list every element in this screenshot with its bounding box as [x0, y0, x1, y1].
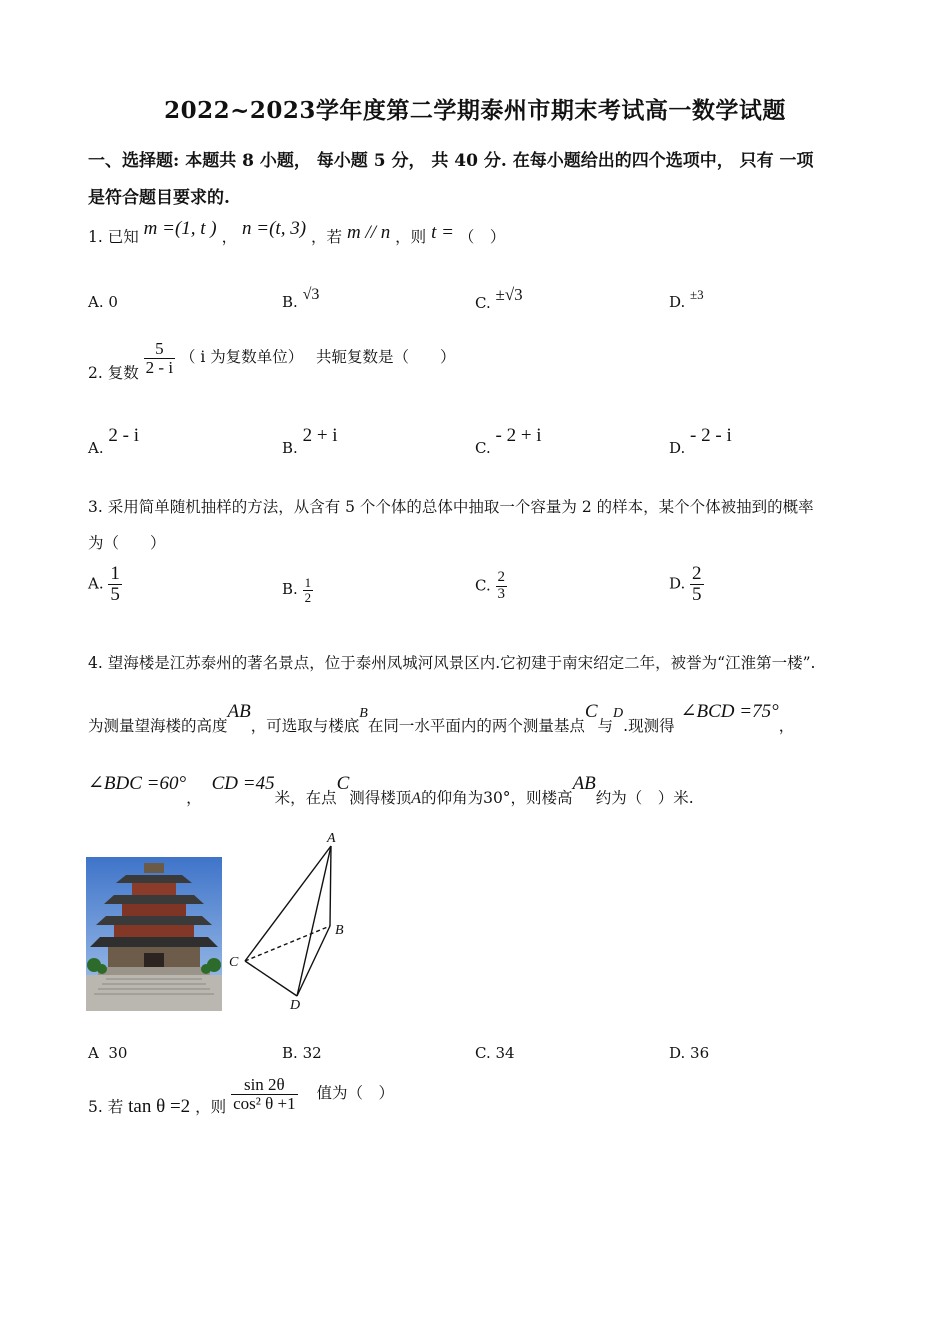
- q1-comma: ，: [221, 228, 238, 246]
- page-title: 2022~2023学年度第二学期泰州市期末考试高一数学试题: [164, 97, 786, 124]
- q5-suffix: 值为（ ）: [316, 1084, 395, 1103]
- q1-prefix: 1. 已知: [88, 228, 139, 246]
- q1-option-b: B. √3: [282, 286, 320, 311]
- q5-fraction: [231, 1076, 298, 1113]
- q5-then: ，则: [195, 1098, 227, 1117]
- question-4-line2: 为测量望海楼的高度AB，可选取与楼底B在同一水平面内的两个测量基点C与D.现测得∠BCD =75°，: [88, 701, 795, 735]
- q1-option-a: A. 0: [88, 293, 118, 311]
- q5-fraction-denominator: cos² θ +1: [233, 1093, 296, 1113]
- q5-condition: tan θ =2: [128, 1096, 191, 1118]
- q2-fraction-denominator: 2 - i: [145, 357, 174, 377]
- question-5: [88, 1075, 395, 1118]
- q1-option-c: C. ±√3: [475, 285, 523, 312]
- q1-then: ，则: [395, 228, 427, 246]
- q2-option-a: A. 2 - i: [88, 425, 139, 457]
- question-4-line1: 4. 望海楼是江苏泰州的著名景点，位于泰州凤城河风景区内.它初建于南宋绍定二年，被誉为“江淮第一楼”.: [88, 654, 816, 672]
- q2-option-b: B. 2 + i: [282, 425, 338, 457]
- q5-fraction-numerator: sin 2θ: [243, 1075, 285, 1094]
- q4-option-d: D. 36: [669, 1044, 710, 1062]
- question-4-line3: ∠BDC =60°，CD =45米，在点C测得楼顶A的仰角为30°，则楼高AB约为（ ）米.: [88, 773, 694, 807]
- q5-prefix: 5. 若: [88, 1098, 124, 1117]
- q3-option-c: C. $\frac{2}{3}$: [475, 569, 505, 602]
- q2-fraction-numerator: 5: [155, 339, 164, 358]
- q1-option-d: D. ±3: [669, 287, 704, 311]
- q4-option-c: C. 34: [475, 1044, 515, 1062]
- q1-vector-n: n =(t, 3): [242, 218, 307, 239]
- diagram-label-d: D: [290, 998, 301, 1013]
- q2-prefix: 2. 复数: [88, 364, 139, 383]
- q1-answer-paren: （ ）: [458, 228, 506, 246]
- question-3-line2: 为（ ）: [88, 534, 166, 552]
- section-heading-line1: 一、选择题: 本题共 8 小题， 每小题 5 分， 共 40 分. 在每小题给出的四个选项中， 只有 一项: [88, 151, 814, 171]
- q2-text: （ i 为复数单位） 共轭复数是（ ）: [179, 348, 456, 367]
- q1-t-equals: t =: [431, 222, 454, 243]
- question-2: [88, 339, 456, 383]
- q2-option-c: C. - 2 + i: [475, 425, 542, 457]
- q3-option-b: B. $\frac{1}{2}$: [282, 575, 312, 605]
- diagram-label-b: B: [335, 923, 344, 938]
- q4-option-a: A 30: [88, 1044, 128, 1062]
- question-3-line1: 3. 采用简单随机抽样的方法，从含有 5 个个体的总体中抽取一个容量为 2 的样本，某个个体被抽到的概率: [88, 498, 814, 516]
- pyramid-diagram: [225, 828, 355, 1018]
- q2-fraction: [144, 340, 175, 377]
- q1-if: ，若: [310, 228, 342, 246]
- q4-option-b: B. 32: [282, 1044, 322, 1062]
- diagram-label-c: C: [229, 955, 239, 970]
- section-heading-line2: 是符合题目要求的.: [88, 188, 230, 208]
- q2-option-d: D. - 2 - i: [669, 425, 732, 457]
- diagram-label-a: A: [327, 831, 336, 846]
- q3-option-a: A. $\frac{1}{5}$: [88, 563, 120, 605]
- q1-vector-m: m =(1, t ): [143, 218, 217, 239]
- question-1: [88, 218, 506, 248]
- q3-option-d: D. $\frac{2}{5}$: [669, 563, 702, 605]
- q1-parallel-condition: m // n: [346, 222, 391, 243]
- tower-photo: [86, 857, 222, 1011]
